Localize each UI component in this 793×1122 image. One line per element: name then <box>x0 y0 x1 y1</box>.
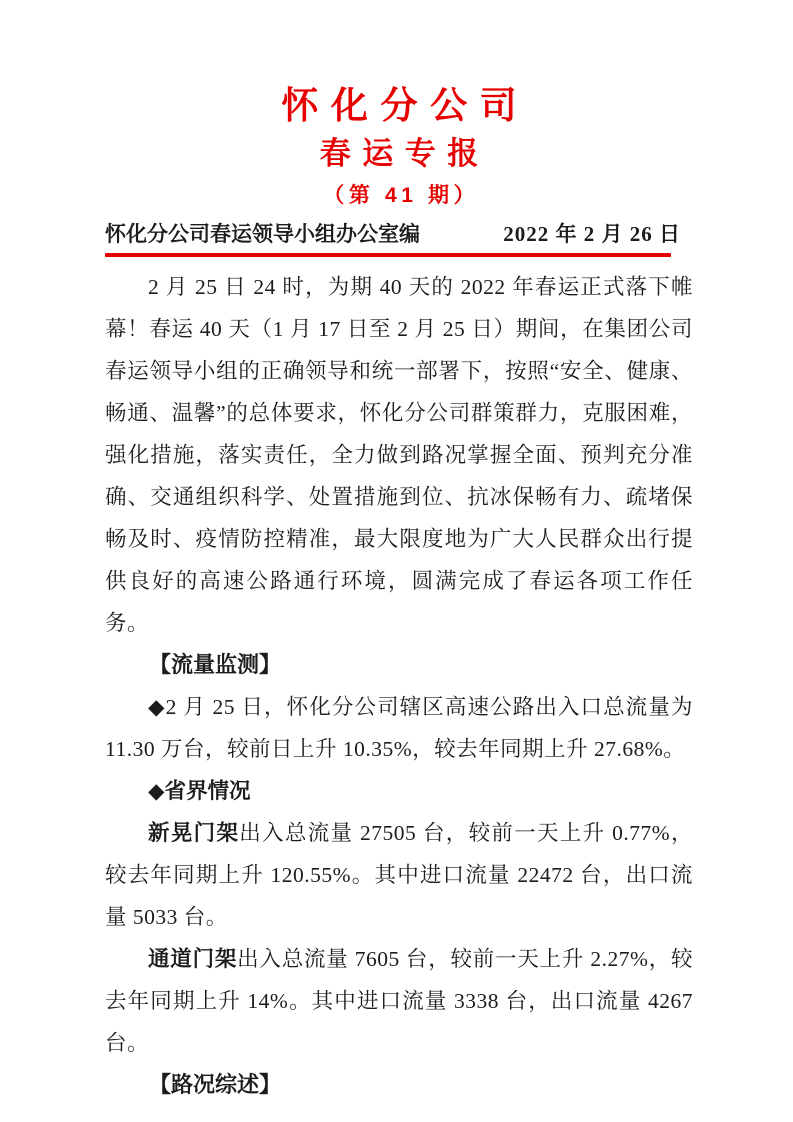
sub-heading-province-border: ◆省界情况 <box>148 779 251 804</box>
gantry-name-tongdao: 通道门架 <box>148 947 238 972</box>
section-heading-traffic-monitoring: 【流量监测】 <box>149 652 282 678</box>
issue-date: 2022 年 2 月 26 日 <box>503 221 681 246</box>
gantry-detail-xinhuang: 出入总流量 27505 台，较前一天上升 0.77%，较去年同期上升 120.55%。其中进口流量 22472 台，出口流量 5033 台。 <box>105 821 693 930</box>
masthead-row <box>105 221 693 248</box>
total-flow-paragraph: ◆2 月 25 日，怀化分公司辖区高速公路出入口总流量为 11.30 万台，较前日上升 10.35%，较去年同期上升 27.68%。 <box>105 695 693 762</box>
company-title: 怀化分公司 <box>281 85 530 126</box>
masthead-divider <box>105 253 671 257</box>
gantry-paragraph-tongdao <box>105 938 693 1064</box>
intro-paragraph: 2 月 25 日 24 时，为期 40 天的 2022 年春运正式落下帷幕！春运 40 天（1 月 17 日至 2 月 25 日）期间，在集团公司春运领导小组的正确领导和统一部署下，按照“安全、健康、畅通、温馨”的总体要求，怀化分公司群策群力，克服困难，强化措施，落实责任，全力做到路况掌握全面、预判充分准确、交通组织科学、处置措施到位、抗冰保畅有力、疏堵保畅及时、疫情防控精准，最大限度地为广大人民群众出行提供良好的高速公路通行环境，圆满完成了春运各项工作任务。 <box>105 275 693 636</box>
bulletin-title: 春运专报 <box>319 135 490 171</box>
section-heading-road-summary: 【路况综述】 <box>149 1072 282 1098</box>
gantry-name-xinhuang: 新晃门架 <box>148 821 240 846</box>
issue-number: （第 41 期） <box>323 183 480 207</box>
gantry-detail-tongdao: 出入总流量 7605 台，较前一天上升 2.27%，较去年同期上升 14%。其中进口流量 3338 台，出口流量 4267 台。 <box>105 947 693 1056</box>
editor-label: 怀化分公司春运领导小组办公室编 <box>105 222 420 246</box>
bulletin-body <box>105 266 693 1106</box>
gantry-paragraph-xinhuang <box>105 812 693 938</box>
